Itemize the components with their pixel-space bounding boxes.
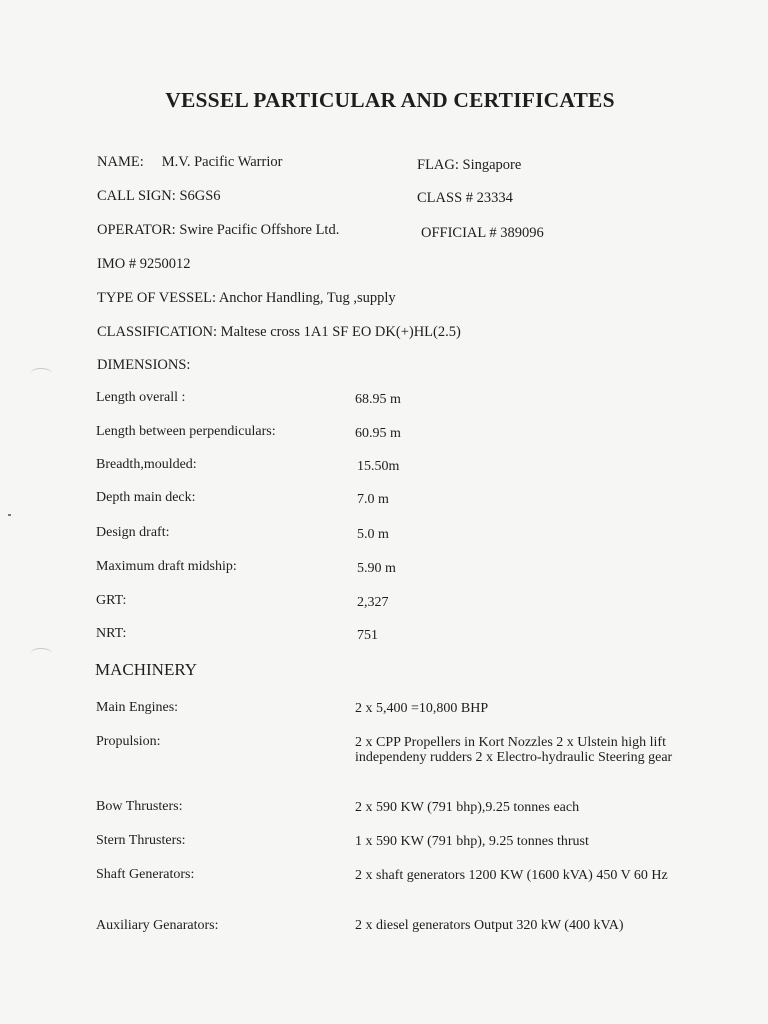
classification-label: CLASSIFICATION: (97, 324, 218, 340)
dimension-label: Length between perpendiculars: (96, 424, 276, 439)
machinery-label: Main Engines: (96, 700, 179, 715)
dimension-value: 60.95 m (355, 426, 401, 441)
dimension-label: Length overall : (96, 390, 186, 405)
machinery-label: Auxiliary Genarators: (96, 918, 219, 933)
dimension-label: Design draft: (96, 525, 170, 540)
dimension-value: 15.50m (357, 459, 400, 474)
classification-value: Maltese cross 1A1 SF EO DK(+)HL(2.5) (220, 324, 461, 340)
dimension-label: NRT: (96, 626, 127, 641)
machinery-label: Bow Thrusters: (96, 799, 183, 814)
flag-value: Singapore (462, 157, 522, 173)
official-label: OFFICIAL # (421, 225, 497, 241)
dimensions-heading: DIMENSIONS: (97, 357, 191, 373)
dimension-value: 7.0 m (357, 492, 389, 507)
machinery-heading: MACHINERY (95, 660, 198, 679)
dimension-label: Breadth,moulded: (96, 457, 197, 472)
operator-label: OPERATOR: (97, 222, 176, 238)
dimension-value: 5.90 m (357, 561, 396, 576)
flag-label: FLAG: (417, 157, 459, 173)
call-sign-label: CALL SIGN: (97, 188, 176, 204)
machinery-value: 2 x diesel generators Output 320 kW (400 kVA) (355, 918, 624, 933)
official-value: 389096 (500, 225, 544, 241)
operator-value: Swire Pacific Offshore Ltd. (179, 222, 340, 238)
dimension-value: 68.95 m (355, 392, 401, 407)
punch-hole-mark (30, 648, 52, 659)
official-field (421, 225, 544, 242)
class-field (417, 190, 513, 207)
class-label: CLASS # (417, 190, 474, 206)
machinery-value: 2 x 590 KW (791 bhp),9.25 tonnes each (355, 800, 580, 815)
machinery-value: 2 x CPP Propellers in Kort Nozzles 2 x Ulstein high lift independeny rudders 2 x Electro-hydraulic Steering gear (355, 735, 673, 765)
name-label: NAME: (97, 154, 144, 170)
punch-hole-mark (30, 368, 52, 379)
name-field (97, 154, 282, 171)
dimension-value: 2,327 (357, 595, 389, 610)
classification-field (97, 324, 461, 341)
machinery-value: 2 x 5,400 =10,800 BHP (355, 701, 489, 716)
flag-field (417, 157, 521, 174)
imo-field (97, 256, 190, 273)
page-title: VESSEL PARTICULAR AND CERTIFICATES (165, 88, 615, 112)
imo-value: 9250012 (139, 256, 191, 272)
machinery-label: Shaft Generators: (96, 867, 195, 882)
imo-label: IMO # (97, 256, 137, 272)
machinery-label: Stern Thrusters: (96, 833, 186, 848)
machinery-value: 2 x shaft generators 1200 KW (1600 kVA) 450 V 60 Hz (355, 868, 668, 883)
dimension-label: GRT: (96, 593, 127, 608)
vessel-type-field (97, 290, 396, 307)
vessel-type-value: Anchor Handling, Tug ,supply (218, 290, 396, 306)
dimension-value: 5.0 m (357, 527, 389, 542)
call-sign-value: S6GS6 (179, 188, 221, 204)
dimension-value: 751 (357, 628, 378, 643)
operator-field (97, 222, 339, 239)
machinery-value: 1 x 590 KW (791 bhp), 9.25 tonnes thrust (355, 834, 589, 849)
class-value: 23334 (476, 190, 513, 206)
scan-speck (8, 514, 11, 516)
dimension-label: Depth main deck: (96, 490, 196, 505)
vessel-type-label: TYPE OF VESSEL: (97, 290, 216, 306)
machinery-label: Propulsion: (96, 734, 161, 749)
call-sign-field (97, 188, 221, 205)
dimension-label: Maximum draft midship: (96, 559, 237, 574)
name-value: M.V. Pacific Warrior (161, 154, 283, 170)
